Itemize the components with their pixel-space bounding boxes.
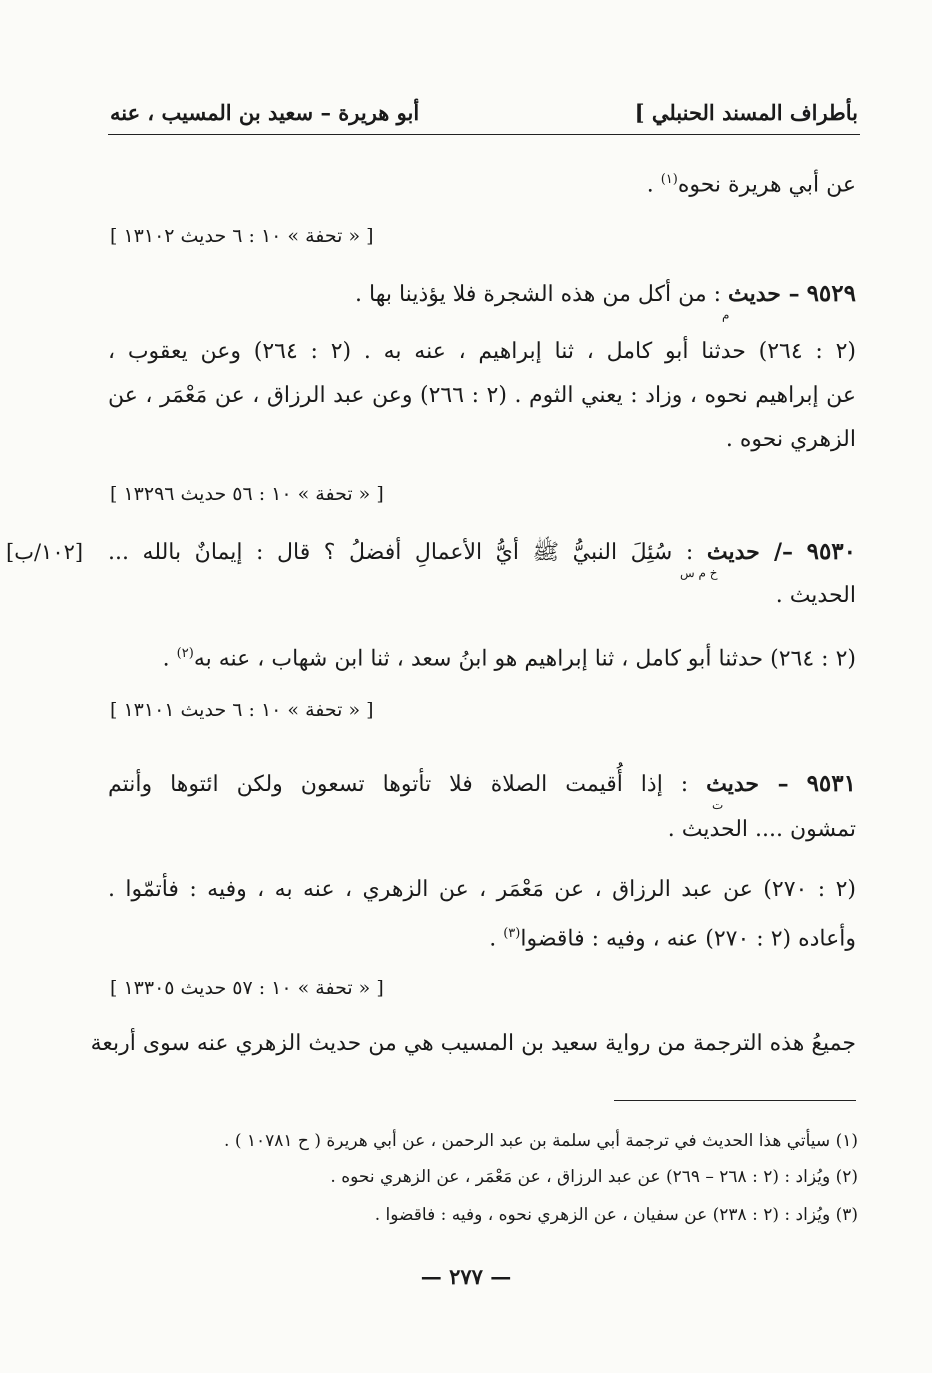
page-number: — ٢٧٧ —	[420, 1264, 512, 1289]
continuation-line	[108, 166, 856, 199]
hadith-9531-heading	[108, 770, 856, 799]
detail-text: (٢ : ٢٦٤) حدثنا أبو كامل ، ثنا إبراهيم هو ابنُ سعد ، ثنا ابن شهاب ، عنه به	[193, 646, 856, 672]
hadith-number: ٩٥٣١	[806, 770, 856, 797]
hadith-9530-text-2: الحديث .	[775, 583, 856, 608]
header-book-title: بأطراف المسند الحنبلي ]	[634, 100, 858, 125]
running-header	[110, 100, 858, 132]
hadith-text: : إذا أُقيمت الصلاة فلا تأتوها تسعون ولكن ائتوها وأنتم	[108, 772, 689, 797]
footnote-3: (٣) ويُزاد : (٢ : ٢٣٨) عن سفيان ، عن الزهري نحوه ، وفيه : فاقضوا .	[374, 1205, 858, 1225]
footnote-2: (٢) ويُزاد : (٢ : ٢٦٨ – ٢٦٩) عن عبد الرزاق ، عن مَعْمَر ، عن الزهري نحوه .	[330, 1167, 858, 1187]
hadith-9531-detail-1: (٢ : ٢٧٠) عن عبد الرزاق ، عن مَعْمَر ، عن الزهري ، عنه به ، وفيه : فأتمّوا .	[108, 877, 856, 902]
footnote-rule	[614, 1100, 856, 1101]
hadith-number: ٩٥٣٠	[806, 538, 857, 565]
hadith-number: ٩٥٢٩	[806, 280, 856, 307]
footnote-marker-3: (٣)	[503, 926, 521, 941]
continuation-text: عن أبي هريرة نحوه	[677, 172, 856, 198]
hadith-9531-sigla: ت	[712, 798, 724, 812]
detail-end: .	[162, 646, 177, 672]
hadith-9529-sigla: م	[722, 308, 730, 322]
continuation-end: .	[646, 172, 661, 198]
hadith-9529-heading	[108, 280, 856, 309]
header-chain-text: – سعيد بن المسيب ، عنه	[110, 100, 331, 125]
header-narrator: أبو هريرة	[338, 100, 420, 125]
hadith-label: – حديث	[706, 771, 789, 797]
closing-paragraph: جميعُ هذه الترجمة من رواية سعيد بن المسيب هي من حديث الزهري عنه سوى أربعة	[90, 1031, 856, 1056]
hadith-9531-text-2: تمشون .... الحديث .	[667, 817, 856, 842]
detail-text: وأعاده (٢ : ٢٧٠) عنه ، وفيه : فاقضوا	[520, 926, 856, 952]
hadith-text: : من أكل من هذه الشجرة فلا يؤذينا بها .	[355, 282, 722, 307]
hadith-9531-detail-2	[108, 920, 856, 953]
tuhfa-reference-9530: [ « تحفة » ١٠ : ٦ حديث ١٣١٠١ ]	[110, 699, 374, 721]
footnote-marker-2: (٢)	[176, 646, 194, 661]
hadith-9529-detail-3: الزهري نحوه .	[725, 427, 856, 452]
hadith-9530-heading	[108, 538, 856, 567]
hadith-label: –/ حديث	[706, 539, 794, 565]
header-rule	[108, 134, 860, 135]
header-chain	[110, 100, 419, 125]
hadith-9529-detail-2: عن إبراهيم نحوه ، وزاد : يعني الثوم . (٢ : ٢٦٦) وعن عبد الرزاق ، عن مَعْمَر ، عن	[108, 383, 857, 408]
footnote-1: (١) سيأتي هذا الحديث في ترجمة أبي سلمة بن عبد الرحمن ، عن أبي هريرة ( ح ١٠٧٨١ ) .	[224, 1131, 858, 1151]
hadith-9529-detail-1: (٢ : ٢٦٤) حدثنا أبو كامل ، ثنا إبراهيم ، عنه به . (٢ : ٢٦٤) وعن يعقوب ،	[108, 339, 857, 364]
tuhfa-reference-1: [ « تحفة » ١٠ : ٦ حديث ١٣١٠٢ ]	[110, 225, 374, 247]
hadith-9530-sigla: خ م س	[680, 566, 718, 580]
manuscript-folio-marker: [١٠٢/ب]	[6, 540, 84, 564]
tuhfa-reference-9529: [ « تحفة » ١٠ : ٥٦ حديث ١٣٢٩٦ ]	[110, 483, 384, 505]
hadith-9530-detail-1	[108, 640, 856, 673]
hadith-text: : سُئِلَ النبيُّ ﷺ أيُّ الأعمالِ أفضلُ ؟ قال : إيمانٌ بالله ...	[108, 540, 694, 565]
hadith-label: – حديث	[728, 281, 800, 307]
footnote-marker-1: (١)	[660, 172, 678, 187]
tuhfa-reference-9531: [ « تحفة » ١٠ : ٥٧ حديث ١٣٣٠٥ ]	[110, 977, 384, 999]
detail-end: .	[489, 926, 504, 952]
